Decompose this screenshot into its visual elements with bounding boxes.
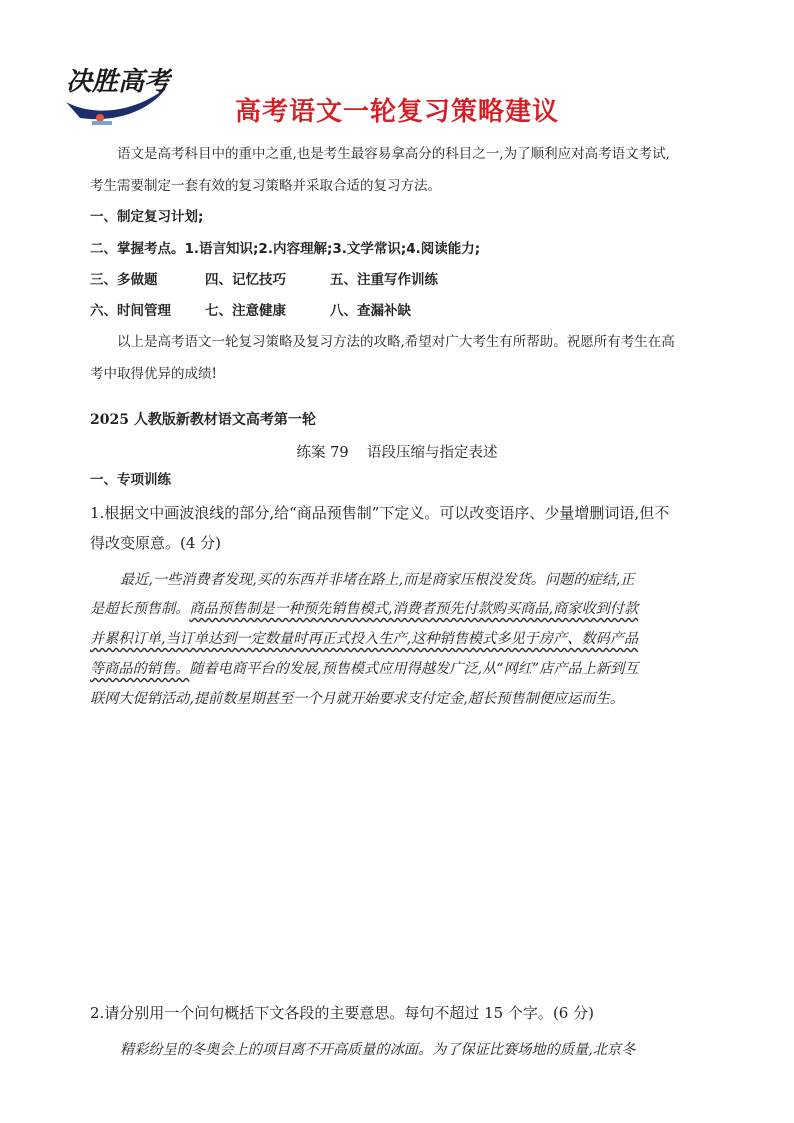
q1-passage-line-4 — [90, 655, 710, 684]
q1-wavy-3: 并累积订单,当订单达到一定数量时再正式投入生产,这种销售模式多见于房产、数码产品 — [90, 631, 639, 647]
intro-line-1: 语文是高考科目中的重中之重,也是考生最容易拿高分的科目之一,为了顺利应对高考语文考试, — [117, 146, 670, 162]
q1-passage-line-3 — [90, 625, 710, 654]
strategy-7: 七、注意健康 — [205, 303, 286, 319]
part-heading: 一、专项训练 — [90, 472, 171, 488]
page-title: 高考语文一轮复习策略建议 — [234, 97, 559, 127]
q1-prompt-line-2: 得改变原意。(4 分) — [90, 534, 222, 552]
q1-prompt-line-1: 1.根据文中画波浪线的部分,给“商品预售制”下定义。可以改变语序、少量增删词语,但不 — [90, 504, 670, 522]
q1-passage-line-5: 联网大促销活动,提前数星期甚至一个月就开始要求支付定金,超长预售制便应运而生。 — [90, 691, 624, 707]
q1-passage-line-1: 最近,一些消费者发现,买的东西并非堵在路上,而是商家压根没发货。问题的症结,正 — [120, 572, 635, 588]
closing-line-1: 以上是高考语文一轮复习策略及复习方法的攻略,希望对广大考生有所帮助。祝愿所有考生在高 — [117, 334, 675, 350]
q1-passage-2a: 是超长预售制。 — [90, 601, 190, 617]
q1-passage-4b: 随着电商平台的发展,预售模式应用得越发广泛,从“网红”店产品上新到互 — [189, 661, 639, 677]
logo-text: 决胜高考 — [66, 67, 171, 97]
strategy-8: 八、查漏补缺 — [330, 303, 411, 319]
book-title: 2025 人教版新教材语文高考第一轮 — [90, 412, 316, 428]
strategy-3: 三、多做题 — [90, 272, 158, 288]
q2-prompt-line-1: 2.请分别用一个问句概括下文各段的主要意思。每句不超过 15 个字。(6 分) — [90, 1004, 594, 1022]
q2-passage-line-1: 精彩纷呈的冬奥会上的项目离不开高质量的冰面。为了保证比赛场地的质量,北京冬 — [120, 1042, 636, 1058]
closing-line-2: 考中取得优异的成绩! — [90, 366, 217, 382]
q1-passage-line-2 — [90, 595, 710, 624]
q1-wavy-4a: 等商品的销售。 — [90, 661, 190, 677]
q1-wavy-2b: 商品预售制是一种预先销售模式,消费者预先付款购买商品,商家收到付款 — [189, 601, 639, 617]
strategy-5: 五、注重写作训练 — [330, 272, 438, 288]
strategy-6: 六、时间管理 — [90, 303, 171, 319]
strategy-2: 二、掌握考点。1.语言知识;2.内容理解;3.文学常识;4.阅读能力; — [90, 241, 481, 257]
lesson-title: 练案 79 语段压缩与指定表述 — [296, 445, 498, 461]
strategy-1: 一、制定复习计划; — [90, 209, 204, 225]
strategy-4: 四、记忆技巧 — [205, 272, 286, 288]
intro-line-2: 考生需要制定一套有效的复习策略并采取合适的复习方法。 — [90, 178, 441, 194]
